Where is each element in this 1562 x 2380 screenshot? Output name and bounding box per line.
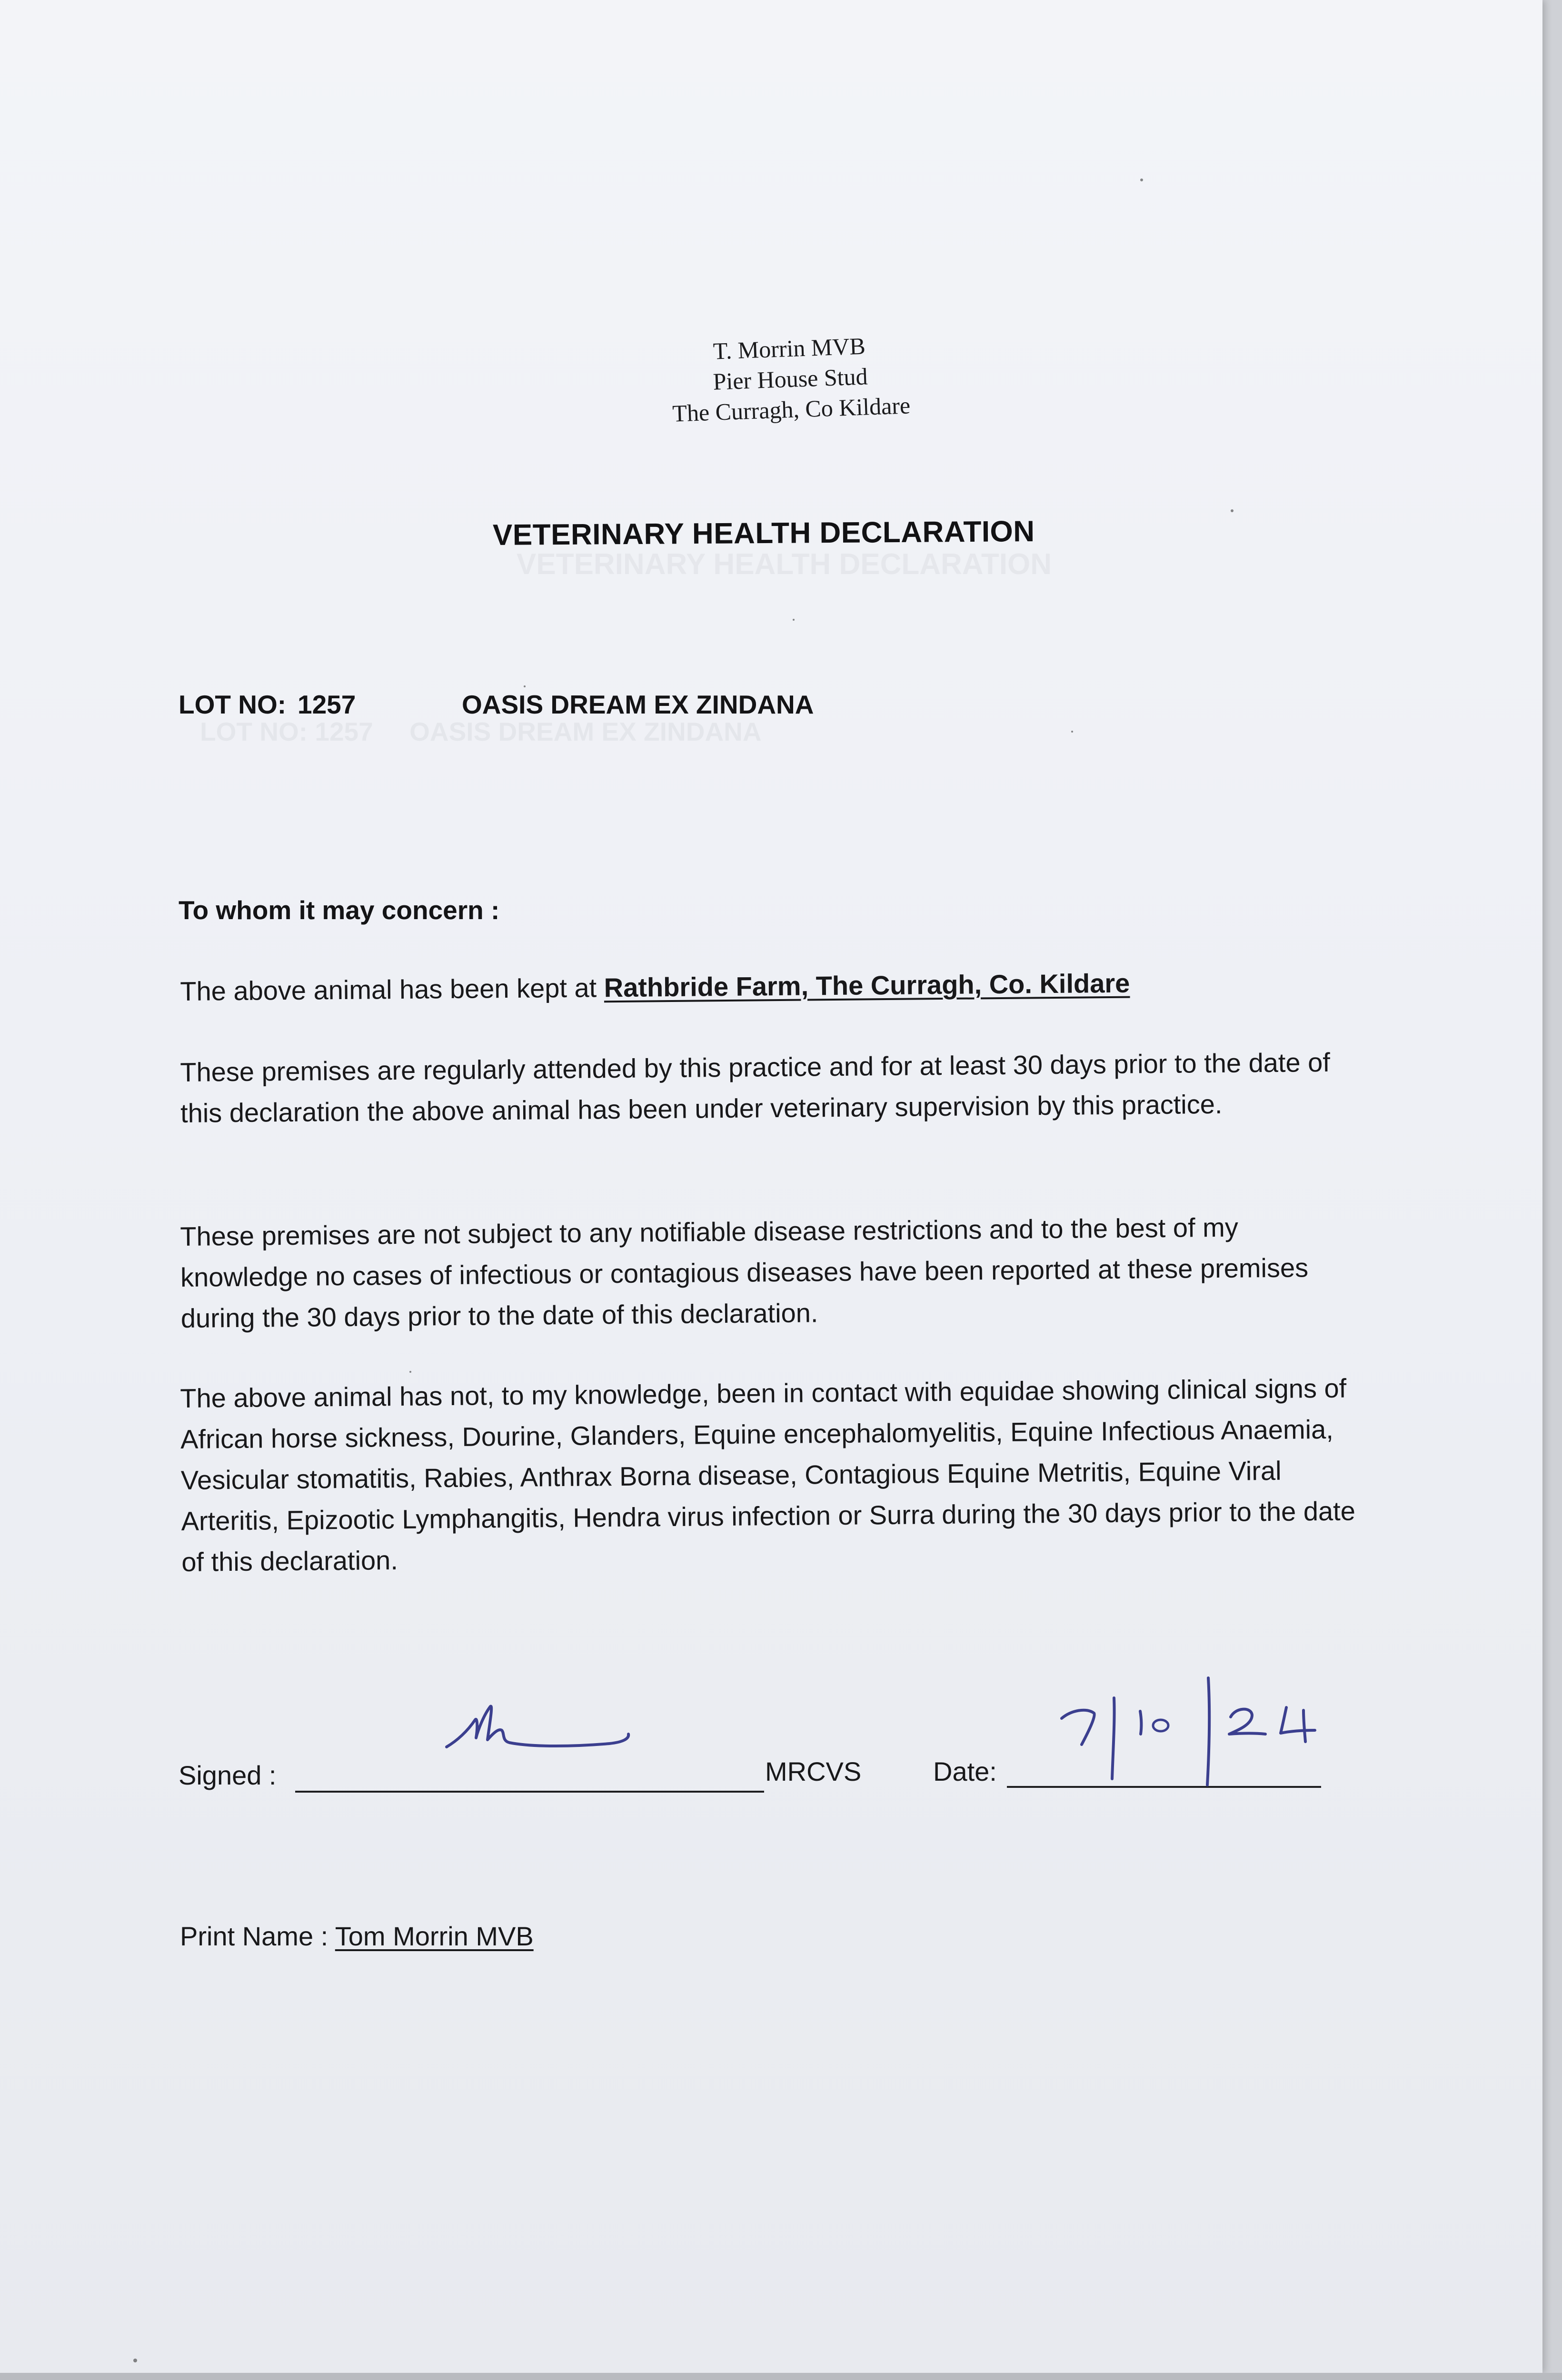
date-label: Date: (933, 1756, 997, 1786)
paper-speck (524, 685, 526, 687)
lot-label: LOT NO: (179, 690, 287, 719)
kept-at-location: Rathbride Farm, The Curragh, Co. Kildare (604, 968, 1130, 1003)
signature-line (295, 1791, 764, 1793)
table-surface (0, 2373, 1562, 2380)
show-through-lot: LOT NO: 1257 OASIS DREAM EX ZINDANA (200, 717, 762, 746)
lot-number: 1257 (298, 690, 356, 719)
print-name-label: Print Name : (180, 1921, 335, 1951)
horse-name: OASIS DREAM EX ZINDANA (462, 690, 814, 719)
letterhead (646, 328, 935, 430)
contact-paragraph: The above animal has not, to my knowledge, been in contact with equidae showing clinical signs of African horse sickness, Dourine, Glanders, Equine encephalomyelitis, Equine Infectious Anaemia, Vesicular stomatitis, Rabies, Anthrax Borna disease, Contagious Equine Metritis, Equine Viral Arteritis, Epizootic Lymphangitis, Hendra virus infection or Surra during the 30 days prior to the date of this declaration. (180, 1373, 1356, 1577)
salutation: To whom it may concern : (179, 895, 500, 925)
print-name-value: Tom Morrin MVB (335, 1921, 534, 1951)
print-name-row (180, 1921, 534, 1952)
paper-speck (1071, 731, 1073, 733)
kept-at-paragraph (180, 961, 1361, 1012)
vet-address: The Curragh, Co Kildare (672, 392, 911, 427)
page-title: VETERINARY HEALTH DECLARATION (492, 515, 1035, 552)
vet-name: T. Morrin MVB (712, 332, 866, 365)
handwritten-signature (438, 1697, 647, 1768)
supervision-paragraph: These premises are regularly attended by this practice and for at least 30 days prior to the date of this declaration the above animal has been under veterinary supervision by this practice. (180, 1047, 1331, 1128)
paper-speck (1231, 509, 1234, 512)
restrictions-paragraph: These premises are not subject to any notifiable disease restrictions and to the best of my knowledge no cases of infectious or contagious diseases have been reported at these premises during the 30 days prior to the date of this declaration. (180, 1212, 1309, 1333)
signed-label: Signed : (179, 1760, 277, 1790)
lot-row (179, 689, 814, 720)
qualification-label: MRCVS (765, 1756, 862, 1786)
paper-speck (793, 619, 795, 621)
paper-speck (133, 2359, 137, 2362)
kept-at-prefix: The above animal has been kept at (180, 972, 604, 1006)
stud-name: Pier House Stud (712, 363, 868, 395)
show-through-title: VETERINARY HEALTH DECLARATION (517, 548, 1052, 581)
paper-speck (409, 1371, 411, 1373)
handwritten-date (1043, 1654, 1338, 1797)
paper-speck (1140, 178, 1143, 181)
